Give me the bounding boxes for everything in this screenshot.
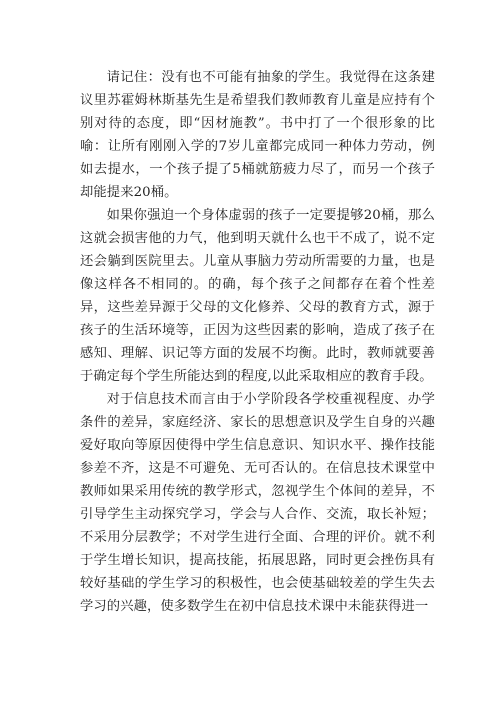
paragraph-3: 对于信息技术而言由于小学阶段各学校重视程度、办学条件的差异，家庭经济、家长的思想意识及学生自身的兴趣爱好取向等原因使得中学生信息意识、知识水平、操作技能参差不齐，这是不可避免、无可否认的。在信息技术课堂中教师如果采用传统的教学形式，忽视学生个体间的差异，不引导学生主动探究学习，学会与人合作、交流，取长补短；不采用分层教学；不对学生进行全面、合理的评价。就不利于学生增长知识，提高技能，拓展思路，同时更会挫伤具有较好基础的学生学习的积极性，也会使基础较差的学生失去学习的兴趣，使多数学生在初中信息技术课中未能获得进一 xyxy=(80,392,435,614)
document-body xyxy=(80,66,435,618)
paragraph-2: 如果你强迫一个身体虚弱的孩子一定要提够20桶，那么这就会损害他的力气，他到明天就什么也干不成了，说不定还会躺到医院里去。儿童从事脑力劳动所需要的力量，也是像这样各不相同的。的确，每个孩子之间都存在着个性差异，这些差异源于父母的文化修养、父母的教育方式，源于孩子的生活环境等，正因为这些因素的影响，造成了孩子在感知、理解、识记等方面的发展不均衡。此时，教师就要善于确定每个学生所能达到的程度,以此采取相应的教育手段。 xyxy=(80,208,435,384)
paragraph-1: 请记住：没有也不可能有抽象的学生。我觉得在这条建议里苏霍姆林斯基先生是希望我们教师教育儿童是应持有个别对待的态度，即“因材施教”。书中打了一个很形象的比喻：让所有刚刚入学的7岁儿童都完成同一种体力劳动，例如去提水，一个孩子提了5桶就筋疲力尽了，而另一个孩子却能提来20桶。 xyxy=(80,70,435,200)
